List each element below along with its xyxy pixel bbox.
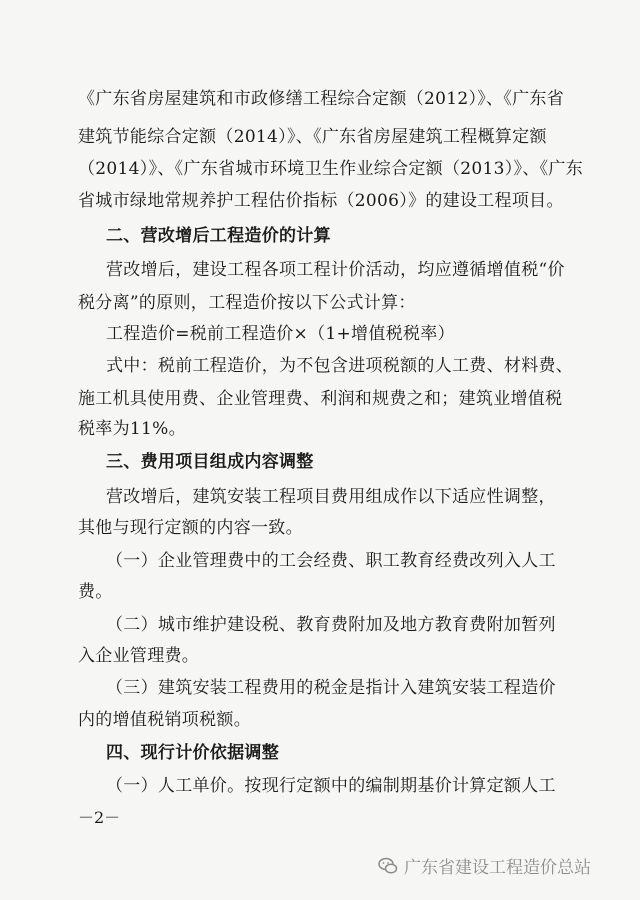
- body-line: 式中：税前工程造价，为不包含进项税额的人工费、材料费、: [106, 356, 574, 376]
- body-line: 费。: [78, 582, 113, 602]
- body-line: （二）城市维护建设税、教育费附加及地方教育费附加暂列: [106, 615, 556, 635]
- body-line: 内的增值税销项税额。: [78, 710, 251, 730]
- body-line: 税率为11%。: [78, 419, 186, 439]
- body-line: 其他与现行定额的内容一致。: [78, 518, 303, 538]
- body-line: 《广东省房屋建筑和市政修缮工程综合定额（2012）》、《广东省: [78, 89, 565, 109]
- body-line: 营改增后，建设工程各项工程计价活动，均应遵循增值税“价: [106, 260, 565, 280]
- section-heading: 二、营改增后工程造价的计算: [106, 226, 331, 246]
- body-line: （一）企业管理费中的工会经费、职工教育经费改列入人工: [106, 551, 556, 571]
- body-line: 税分离”的原则，工程造价按以下公式计算：: [78, 293, 416, 313]
- section-heading: 三、费用项目组成内容调整: [106, 452, 314, 472]
- body-line: 营改增后，建筑安装工程项目费用组成作以下适应性调整，: [106, 487, 556, 507]
- wechat-icon: [378, 856, 398, 876]
- page-number: －2－: [78, 808, 121, 827]
- body-line: （2014）》、《广东省城市环境卫生作业综合定额（2013）》、《广东: [78, 159, 584, 179]
- body-line: （三）建筑安装工程费用的税金是指计入建筑安装工程造价: [106, 678, 556, 698]
- formula-line: 工程造价=税前工程造价×（1+增值税税率）: [106, 324, 455, 344]
- body-line: （一）人工单价。按现行定额中的编制期基价计算定额人工: [106, 776, 556, 796]
- section-heading: 四、现行计价依据调整: [106, 743, 279, 763]
- watermark: [378, 853, 591, 878]
- watermark-text: 广东省建设工程造价总站: [404, 858, 591, 878]
- body-line: 建筑节能综合定额（2014）》、《广东省房屋建筑工程概算定额: [78, 127, 547, 147]
- body-line: 施工机具使用费、企业管理费、利润和规费之和；建筑业增值税: [78, 389, 563, 409]
- body-line: 省城市绿地常规养护工程估价指标（2006）》的建设工程项目。: [78, 191, 564, 211]
- body-line: 入企业管理费。: [78, 646, 200, 666]
